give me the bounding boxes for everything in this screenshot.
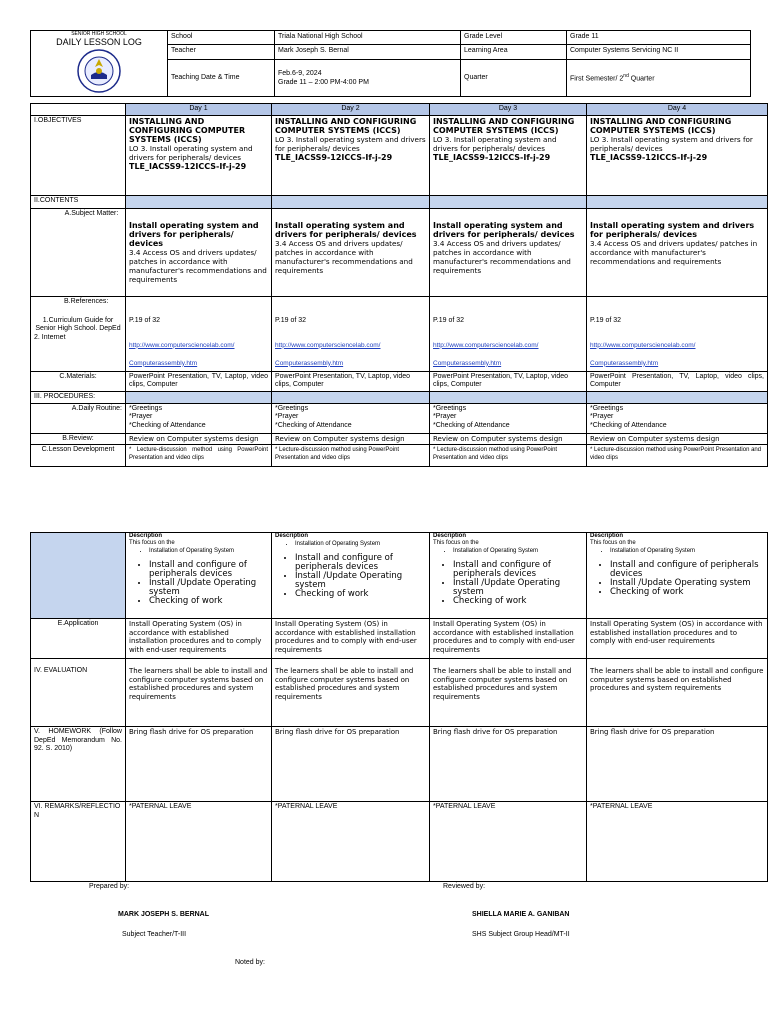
- reference-cell: P.19 of 32 http://www.computersciencelab.com/ Computerassembly.htm: [587, 297, 768, 372]
- school-label: School: [168, 31, 275, 45]
- teacher-value: Mark Joseph S. Bernal: [275, 45, 461, 59]
- reference-link[interactable]: http://www.computersciencelab.com/ Computerassembly.htm: [433, 341, 539, 367]
- application-cell: Install Operating System (OS) in accordance with established installation procedures and to comply with end-user requirements: [587, 619, 768, 659]
- day-header: Day 3: [430, 104, 587, 116]
- routine-cell: *Greetings *Prayer *Checking of Attendance: [126, 403, 272, 433]
- description-cell: Description This focus on the • Installation of Operating System • Install and configure of peripherals devices • Install /Update Operating system • Checking of work: [587, 533, 768, 619]
- evaluation-cell: The learners shall be able to install and configure computer systems based on established procedures and system requirements: [272, 659, 430, 727]
- remarks-cell: *PATERNAL LEAVE: [587, 802, 768, 882]
- area-value: Computer Systems Servicing NC II: [567, 45, 751, 59]
- subject-cell: Install operating system and drivers for peripherals/ devices 3.4 Access OS and drivers updates/ patches in accordance with manufacturer's recommendations and requirements: [587, 209, 768, 297]
- prepared-by-label: Prepared by:: [89, 883, 130, 890]
- lesson-cell: * Lecture-discussion method using PowerPoint Presentation and video clips: [430, 445, 587, 467]
- quarter-value: First Semester/ 2nd Quarter: [567, 59, 751, 96]
- routine-cell: *Greetings *Prayer *Checking of Attendance: [430, 403, 587, 433]
- school-value: Triala National High School: [275, 31, 461, 45]
- reviewed-by-title: SHS Subject Group Head/MT-II: [472, 931, 570, 938]
- area-label: Learning Area: [461, 45, 567, 59]
- lesson-table-bottom: [30, 532, 768, 882]
- deped-seal-icon: [77, 49, 121, 93]
- reference-link[interactable]: http://www.computersciencelab.com/ Computerassembly.htm: [129, 341, 235, 367]
- routine-label: A.Daily Routine:: [31, 403, 126, 433]
- remarks-label: VI. REMARKS/REFLECTIO N: [31, 802, 126, 882]
- date-value-1: Feb.6-9, 2024: [278, 69, 322, 77]
- reference-link[interactable]: http://www.computersciencelab.com/ Computerassembly.htm: [590, 341, 696, 367]
- materials-label: C.Materials:: [31, 371, 126, 391]
- materials-cell: PowerPoint Presentation, TV, Laptop, video clips, Computer: [587, 371, 768, 391]
- application-cell: Install Operating System (OS) in accordance with established installation procedures and to comply with end-user requirements: [430, 619, 587, 659]
- prepared-by-title: Subject Teacher/T-III: [122, 931, 187, 938]
- homework-cell: Bring flash drive for OS preparation: [430, 727, 587, 802]
- procedures-label: III. PROCEDURES:: [31, 391, 126, 403]
- lesson-cell: * Lecture-discussion method using PowerPoint Presentation and video clips: [126, 445, 272, 467]
- application-label: E.Application: [31, 619, 126, 659]
- objective-cell: INSTALLING AND CONFIGURING COMPUTER SYSTEMS (ICCS) LO 3. Install operating system and drivers for peripherals/ devices TLE_IACSS9-12ICCS-If-j-29: [272, 116, 430, 196]
- grade-label: Grade Level: [461, 31, 567, 45]
- day-header: Day 2: [272, 104, 430, 116]
- reference-cell: P.19 of 32 http://www.computersciencelab.com/ Computerassembly.htm: [430, 297, 587, 372]
- routine-cell: *Greetings *Prayer *Checking of Attendance: [272, 403, 430, 433]
- evaluation-cell: The learners shall be able to install and configure computer systems based on established procedures and system requirements: [126, 659, 272, 727]
- homework-cell: Bring flash drive for OS preparation: [272, 727, 430, 802]
- noted-by-label: Noted by:: [235, 959, 265, 966]
- evaluation-label: IV. EVALUATION: [31, 659, 126, 727]
- quarter-label: Quarter: [461, 59, 567, 96]
- day-header: Day 1: [126, 104, 272, 116]
- objective-cell: INSTALLING AND CONFIGURING COMPUTER SYSTEMS (ICCS) LO 3. Install operating system and drivers for peripherals/ devices TLE_IACSS9-12ICCS-If-j-29: [126, 116, 272, 196]
- homework-cell: Bring flash drive for OS preparation: [126, 727, 272, 802]
- description-cell: Description This focus on the • Installation of Operating System • Install and configure of peripherals devices • Install /Update Operating system • Checking of work: [126, 533, 272, 619]
- subject-label: A.Subject Matter:: [31, 209, 126, 297]
- materials-cell: PowerPoint Presentation, TV, Laptop, video clips, Computer: [430, 371, 587, 391]
- objective-cell: INSTALLING AND CONFIGURING COMPUTER SYSTEMS (ICCS) LO 3. Install operating system and drivers for peripherals/ devices TLE_IACSS9-12ICCS-If-j-29: [587, 116, 768, 196]
- reference-cell: P.19 of 32 http://www.computersciencelab.com/ Computerassembly.htm: [272, 297, 430, 372]
- review-label: B.Review:: [31, 433, 126, 445]
- review-cell: Review on Computer systems design: [272, 433, 430, 445]
- date-label: Teaching Date & Time: [168, 59, 275, 96]
- description-cell: Description This focus on the • Installation of Operating System • Install and configure of peripherals devices • Install /Update Operating system • Checking of work: [430, 533, 587, 619]
- subject-cell: Install operating system and drivers for peripherals/ devices 3.4 Access OS and drivers updates/ patches in accordance with manufacturer's recommendations and requirements: [430, 209, 587, 297]
- reference-link[interactable]: http://www.computersciencelab.com/ Computerassembly.htm: [275, 341, 381, 367]
- date-value-2: Grade 11 – 2:00 PM-4:00 PM: [278, 78, 369, 86]
- review-cell: Review on Computer systems design: [587, 433, 768, 445]
- application-cell: Install Operating System (OS) in accordance with established installation procedures and to comply with end-user requirements: [126, 619, 272, 659]
- materials-cell: PowerPoint Presentation, TV, Laptop, video clips, Computer: [272, 371, 430, 391]
- homework-cell: Bring flash drive for OS preparation: [587, 727, 768, 802]
- objectives-label: I.OBJECTIVES: [31, 116, 126, 196]
- prepared-by-name: MARK JOSEPH S. BERNAL: [118, 911, 210, 918]
- contents-label: II.CONTENTS: [31, 196, 126, 209]
- lesson-table-top: [30, 103, 768, 467]
- page-title: DAILY LESSON LOG: [56, 37, 142, 47]
- description-cell: Description • Installation of Operating System • Install and configure of peripherals devices • Install /Update Operating system • Checking of work: [272, 533, 430, 619]
- remarks-cell: *PATERNAL LEAVE: [272, 802, 430, 882]
- reference-cell: P.19 of 32 http://www.computersciencelab.com/ Computerassembly.htm: [126, 297, 272, 372]
- references-cell: B.References: 1.Curriculum Guide for Senior High School. DepEd 2. Internet: [31, 297, 126, 372]
- lesson-cell: * Lecture-discussion method using PowerPoint Presentation and video clips: [272, 445, 430, 467]
- routine-cell: *Greetings *Prayer *Checking of Attendance: [587, 403, 768, 433]
- evaluation-cell: The learners shall be able to install and configure computer systems based on established procedures and system requirements: [587, 659, 768, 727]
- remarks-cell: *PATERNAL LEAVE: [126, 802, 272, 882]
- header-title-cell: [31, 31, 168, 97]
- header-table: [30, 30, 751, 97]
- teacher-label: Teacher: [168, 45, 275, 59]
- lesson-cell: * Lecture-discussion method using PowerPoint Presentation and video clips: [587, 445, 768, 467]
- lesson-label: C.Lesson Development: [31, 445, 126, 467]
- objective-cell: INSTALLING AND CONFIGURING COMPUTER SYSTEMS (ICCS) LO 3. Install operating system and drivers for peripherals/ devices TLE_IACSS9-12ICCS-If-j-29: [430, 116, 587, 196]
- grade-value: Grade 11: [567, 31, 751, 45]
- school-level: SENIOR HIGH SCHOOL: [71, 31, 127, 37]
- subject-cell: Install operating system and drivers for peripherals/ devices 3.4 Access OS and drivers updates/ patches in accordance with manufacturer's recommendations and requirements: [126, 209, 272, 297]
- homework-label: V. HOMEWORK (Follow DepEd Memorandum No. 92. S. 2010): [31, 727, 126, 802]
- evaluation-cell: The learners shall be able to install and configure computer systems based on established procedures and system requirements: [430, 659, 587, 727]
- application-cell: Install Operating System (OS) in accordance with established installation procedures and to comply with end-user requirements: [272, 619, 430, 659]
- remarks-cell: *PATERNAL LEAVE: [430, 802, 587, 882]
- day-header: Day 4: [587, 104, 768, 116]
- materials-cell: PowerPoint Presentation, TV, Laptop, video clips, Computer: [126, 371, 272, 391]
- reviewed-by-label: Reviewed by:: [443, 883, 486, 890]
- reviewed-by-name: SHIELLA MARIE A. GANIBAN: [472, 911, 570, 918]
- review-cell: Review on Computer systems design: [430, 433, 587, 445]
- review-cell: Review on Computer systems design: [126, 433, 272, 445]
- subject-cell: Install operating system and drivers for peripherals/ devices 3.4 Access OS and drivers updates/ patches in accordance with manufacturer's recommendations and requirements: [272, 209, 430, 297]
